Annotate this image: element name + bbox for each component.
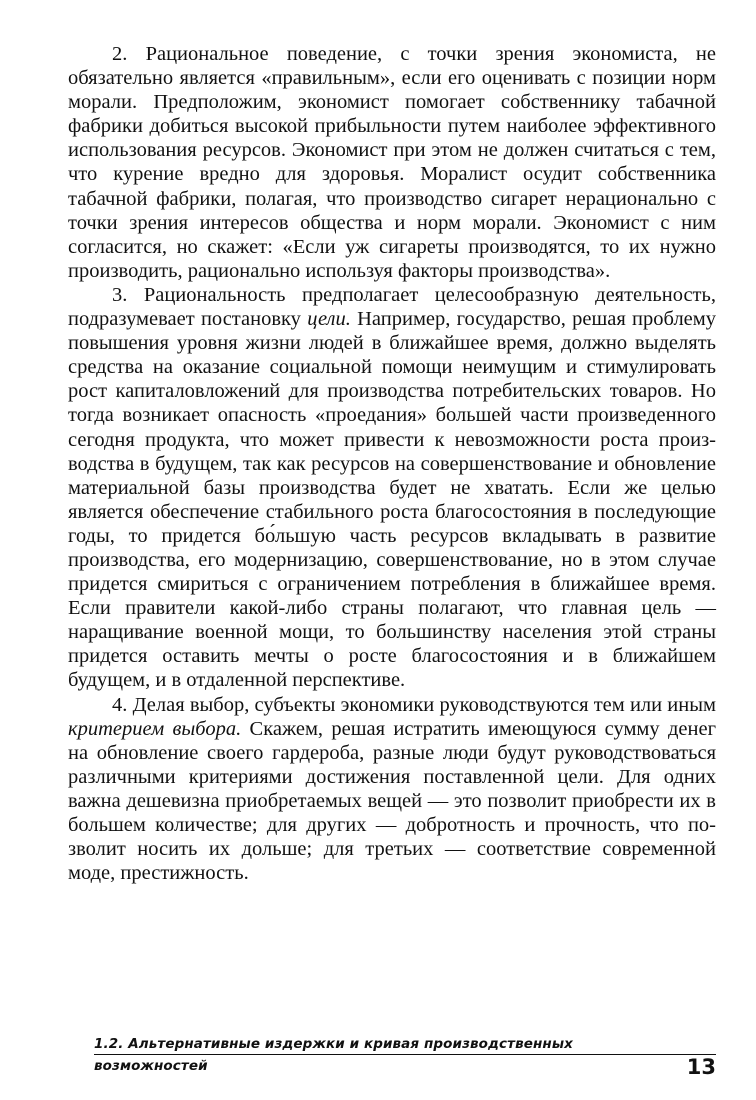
italic-term-goal: цели. [307,308,351,331]
paragraph-2 [68,42,716,283]
paragraph-text: 3. Рациональность предполагает целесообразную деятельность, подразумевает постановку [68,283,716,331]
page-body [68,42,716,885]
running-title: 1.2. Альтернативные издержки и кривая производственных [94,1036,573,1052]
page-number: 13 [686,1055,716,1079]
paragraph-text: 2. Рациональное поведение, с точки зрения экономиста, не обязательно является «правильным», если его оценивать с позиции норм морали. Предположим, экономист помогает собственнику табачной фабрики добиться высокой прибыльности путем наиболее эффективного использования ресурсов. Экономист при этом не должен считаться с тем, что курение вредно для здоровья. Моралист осудит собственника табачной фабрики, полагая, что производство сигарет нерационально с точки зрения интересов общества и норм морали. Экономист с ним согласится, но скажет: «Если уж сигареты производятся, то их нужно производить, рационально используя факторы производства». [68,43,716,282]
paragraph-text: 4. Делая выбор, субъекты экономики руководствуются тем или иным [112,693,716,716]
paragraph-text: Скажем, решая истратить имеющуюся сумму денег на обновление своего гардероба, разные люди будут руководствоваться различными критериями достижения поставленной цели. Для одних важна дешевизна приобретаемых вещей — это позволит приобрести их в большем количестве; для других — добротность и прочность, что позволит носить их дольше; для третьих — соответствие современной моде, престижность. [68,717,716,885]
page-footer [68,1034,716,1084]
paragraph-text: Например, государство, решая проблему повышения уровня жизни людей в ближайшее время, должно выделять средства на оказание социальной помощи неимущим и стимулировать рост капиталовложений для производства потребительских товаров. Но тогда возникает опасность «проедания» большей части произведенного сегодня продукта, что может привести к невозможности роста производства в будущем, так как ресурсов на совершенствование и обновление материальной базы производства будет не хватать. Если же целью является обеспечение стабильного роста благосостояния в последующие годы, то придется бо́льшую часть ресурсов вкладывать в развитие производства, его модернизацию, совершенствование, но в этом случае придется смириться с ограничением потребления в ближайшее время. Если правители какой-либо страны полагают, что главная цель — наращивание военной мощи, то большинству населения этой страны придется оставить мечты о росте благосостояния и в ближайшем будущем, и в отдаленной перспективе. [68,308,716,692]
running-title-continuation: возможностей [94,1058,208,1074]
paragraph-3 [68,283,716,693]
footer-divider [94,1054,716,1055]
paragraph-4 [68,693,716,886]
italic-term-choice-criterion: критерием выбора. [68,717,242,740]
